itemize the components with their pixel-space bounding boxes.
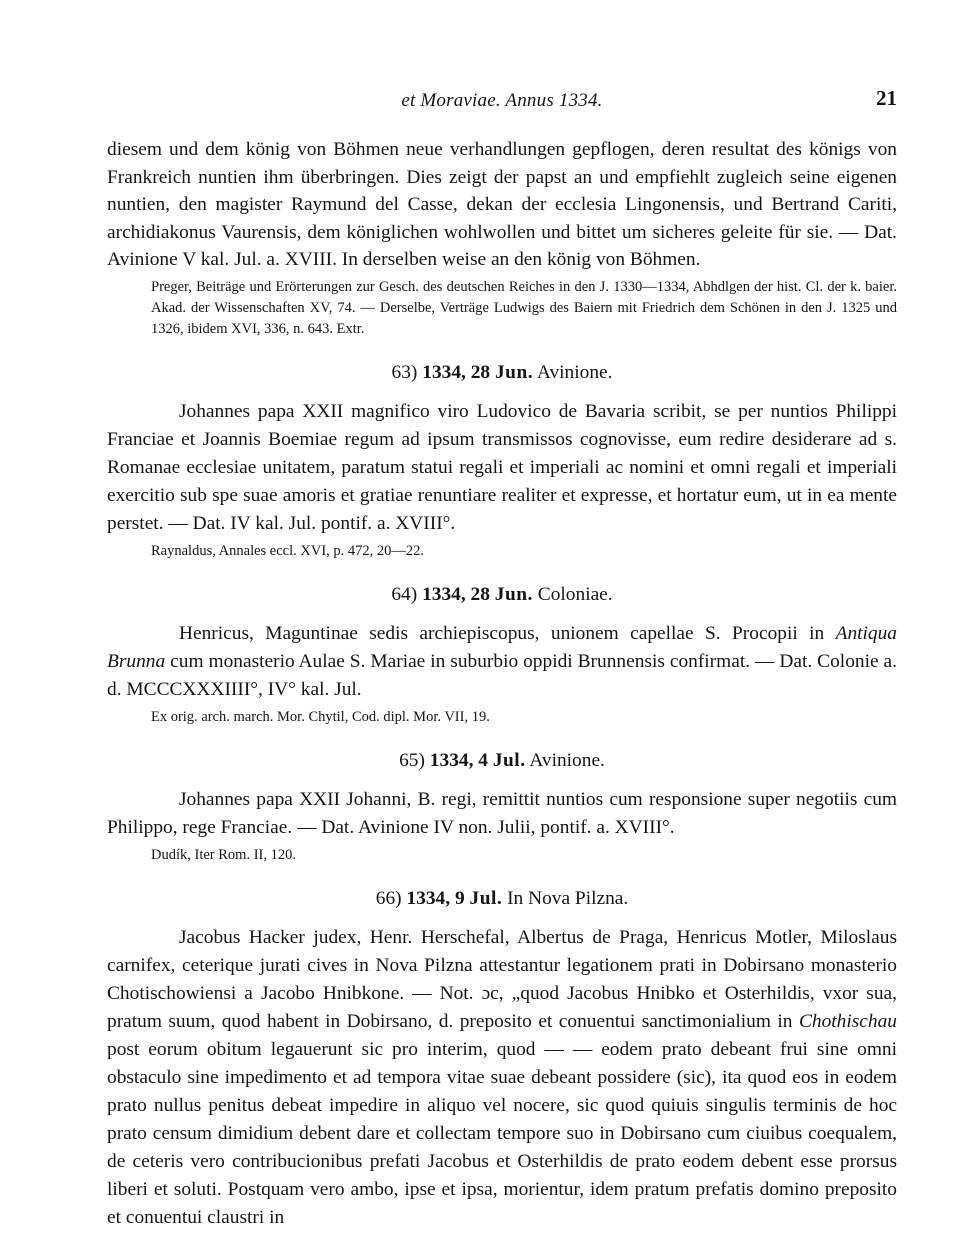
- entry-citation: Ex orig. arch. march. Mor. Chytil, Cod. dipl. Mor. VII, 19.: [151, 708, 490, 725]
- entry-heading: [107, 888, 897, 910]
- entry-month: Jul.: [469, 887, 503, 909]
- entry-number: 64): [391, 583, 418, 605]
- entry-place: In Nova Pilzna.: [507, 887, 629, 909]
- entry-date: 1334, 4: [429, 749, 488, 771]
- entry-text: [107, 924, 897, 1232]
- entry-month: Jul.: [492, 749, 526, 771]
- entry-text-part: Johannes papa XXII Johanni, B. regi, remittit nuntios cum responsione super negotiis cum Philippo, rege Franciae. — Dat. Avinione IV non. Julii, pontif. a. XVIII°.: [107, 788, 897, 838]
- entry-text-italic: Antiqua Brunna: [107, 622, 897, 672]
- entry-heading: [107, 584, 897, 606]
- entry-text-part: Henricus, Maguntinae sedis archiepiscopus, unionem capellae S. Procopii in: [179, 622, 836, 644]
- entry-text: [107, 786, 897, 842]
- entry-number: 65): [399, 749, 425, 771]
- entry-place: Avinione.: [529, 749, 605, 771]
- entry-place: Avinione.: [536, 361, 613, 383]
- document-page: [107, 86, 897, 1232]
- entry-text-part: post eorum obitum legauerunt sic pro interim, quod — — eodem prato debeant frui sine omni obstaculo sine impedimento et ad tempora vitae suae debeant possidere (sic), ita quod eos in eodem prato nullus penitus debeat impedire in aliquo vel nocere, sic quod quiuis singulis terminis de hoc prato censum dimidium debent dare et collectam tempore suo in Dobirsano cum ciuibus coequalem, de ceteris vero contribucionibus prefati Jacobus et Osterhildis de prato eodem debent esse prorsus liberi et soluti. Postquam vero ambo, ipse et ipsa, morientur, idem pratum prefatis domino preposito et conuentui claustri in: [107, 1038, 897, 1228]
- entry-date: 1334, 28: [422, 361, 491, 383]
- entry-month: Jun.: [494, 583, 533, 605]
- entry-text-part: Jacobus Hacker judex, Henr. Herschefal, Albertus de Praga, Henricus Motler, Miloslaus carnifex, ceterique jurati cives in Nova Pilzna attestantur legationem prati in Dobirsano monasterio Chotischowiensi a Jacobo Hnibkone. — Not. ɔc, „quod Jacobus Hnibko et Osterhildis, vxor sua, pratum suum, quod habent in Dobirsano, d. preposito et conuentui sanctimonialium in: [107, 926, 897, 1032]
- entry-heading: [107, 362, 897, 384]
- page-header: [107, 86, 897, 120]
- entry-text: [107, 398, 897, 538]
- entry-66: [107, 888, 897, 1232]
- opening-citation: Preger, Beiträge und Erörterungen zur Gesch. des deutschen Reiches in den J. 1330—1334, Abhdlgen der hist. Cl. der k. baier. Akad. der Wissenschaften XV, 74. — Derselbe, Verträge Ludwigs des Baiern mit Friedrich dem Schönen in den J. 1325 und 1326, ibidem XVI, 336, n. 643. Extr.: [151, 278, 897, 337]
- running-head: et Moraviae. Annus 1334.: [401, 90, 603, 111]
- entry-number: 66): [375, 887, 402, 909]
- entry-citation: Raynaldus, Annales eccl. XVI, p. 472, 20—22.: [151, 542, 425, 559]
- entry-text: [107, 620, 897, 704]
- opening-paragraph: diesem und dem könig von Böhmen neue verhandlungen gepflogen, deren resultat des königs von Frankreich nuntien ihm überbringen. Dies zeigt der papst an und empfiehlt zugleich seine eigenen nuntien, den magister Raymund del Casse, dekan der ecclesia Lingonensis, und Bertrand Cariti, archidiakonus Vaurensis, dem königlichen wohlwollen und bittet um sicheres geleite für sie. — Dat. Avinione V kal. Jul. a. XVIII. In derselben weise an den könig von Böhmen.: [107, 139, 897, 271]
- page-number: 21: [876, 86, 897, 110]
- entry-citation: Dudík, Iter Rom. II, 120.: [151, 846, 296, 863]
- entry-place: Coloniae.: [537, 583, 613, 605]
- entry-text-part: cum monasterio Aulae S. Mariae in suburbio oppidi Brunnensis confirmat. — Dat. Colonie a. d. MCCCXXXIIII°, IV° kal. Jul.: [107, 650, 897, 700]
- entry-heading: [107, 750, 897, 772]
- entry-number: 63): [391, 361, 418, 383]
- entry-64: [107, 584, 897, 728]
- entry-65: [107, 750, 897, 866]
- entry-month: Jun.: [494, 361, 534, 383]
- entry-text-part: Johannes papa XXII magnifico viro Ludovico de Bavaria scribit, se per nuntios Philippi Franciae et Joannis Boemiae regum ad ipsum transmissos cognovisse, eum redire desiderare ad s. Romanae ecclesiae unitatem, paratum statui regali et imperiali ac nomini et omni regali et imperiali exercitio sub spe suae amoris et gratiae renuntiare realiter et expresse, et hortatur eum, ut in ea mente perstet. — Dat. IV kal. Jul. pontif. a. XVIII°.: [107, 400, 897, 534]
- entry-text-italic: Chothischau: [798, 1010, 897, 1032]
- entry-date: 1334, 28: [422, 583, 490, 605]
- entry-63: [107, 362, 897, 562]
- entry-date: 1334, 9: [406, 887, 465, 909]
